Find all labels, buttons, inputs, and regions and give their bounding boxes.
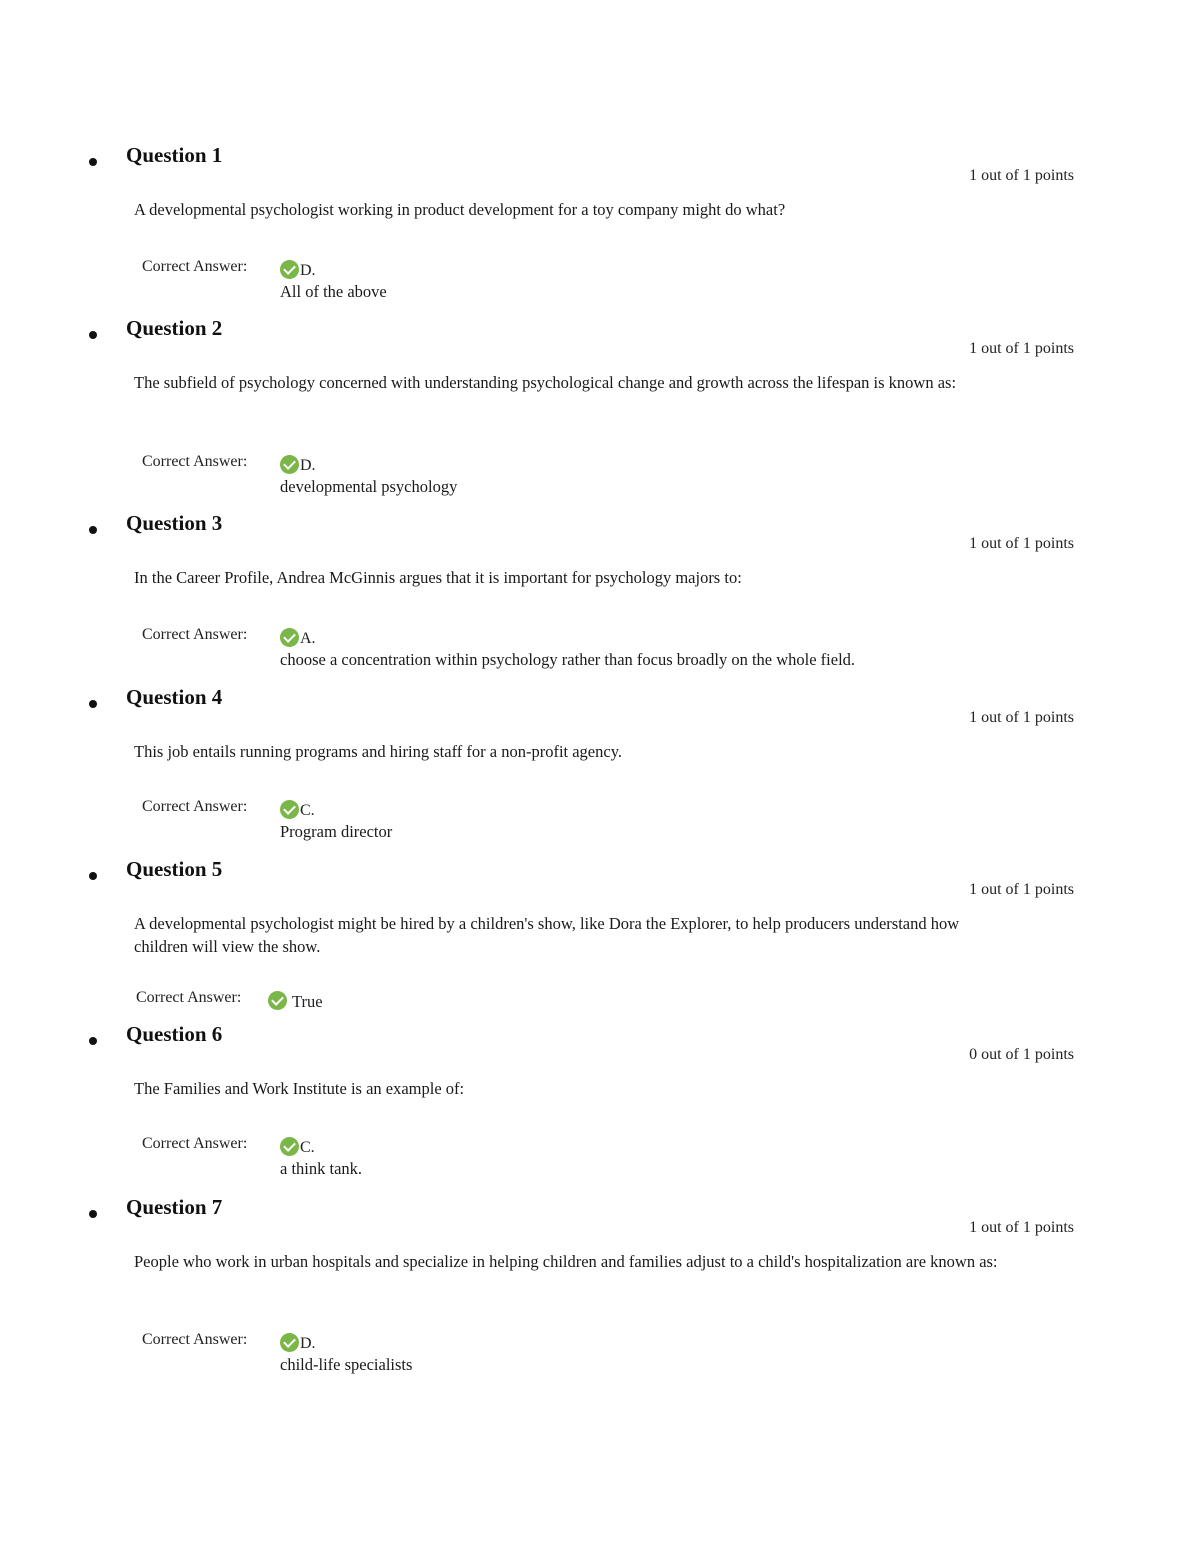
question-points: 1 out of 1 points (969, 1219, 1074, 1236)
correct-answer-body (280, 798, 392, 843)
correct-answer-body (280, 1135, 362, 1180)
answer-letter: D. (300, 262, 316, 279)
correct-answer-label: Correct Answer: (136, 989, 242, 1006)
correct-answer-label: Correct Answer: (142, 1135, 248, 1152)
correct-answer-body (268, 989, 323, 1011)
question-text: The subfield of psychology concerned with understanding psychological change and growth across the lifespan is known as: (134, 373, 957, 392)
correct-answer-label: Correct Answer: (142, 453, 248, 470)
answer-letter: C. (300, 1139, 315, 1156)
question-text: This job entails running programs and hiring staff for a non-profit agency. (134, 742, 623, 761)
correct-answer-label: Correct Answer: (142, 1331, 248, 1348)
question-title: Question 5 (126, 857, 223, 881)
bullet (89, 700, 97, 708)
check-circle-icon (280, 800, 299, 819)
correct-answer-label: Correct Answer: (142, 626, 248, 643)
answer-letter: D. (300, 457, 316, 474)
question-points: 1 out of 1 points (969, 881, 1074, 898)
bullet (89, 1037, 97, 1045)
correct-answer-label: Correct Answer: (142, 798, 248, 815)
check-circle-icon (280, 455, 299, 474)
question-points: 1 out of 1 points (969, 709, 1074, 726)
question-text: A developmental psychologist working in product development for a toy company might do what? (134, 200, 786, 219)
correct-answer-body (280, 453, 457, 498)
check-circle-icon (280, 1137, 299, 1156)
answer-text: choose a concentration within psychology rather than focus broadly on the whole field. (280, 650, 856, 669)
question-text: In the Career Profile, Andrea McGinnis argues that it is important for psychology majors to: (134, 568, 742, 587)
check-circle-icon (280, 1333, 299, 1352)
answer-text: child-life specialists (280, 1355, 413, 1374)
question-text: The Families and Work Institute is an example of: (134, 1079, 465, 1098)
question-points: 0 out of 1 points (969, 1046, 1074, 1063)
question-title: Question 1 (126, 143, 223, 167)
bullet (89, 872, 97, 880)
bullet (89, 331, 97, 339)
bullet (89, 526, 97, 534)
answer-value: True (292, 992, 323, 1011)
question-title: Question 4 (126, 685, 223, 709)
bullet (89, 1210, 97, 1218)
answer-text: All of the above (280, 282, 387, 301)
question-points: 1 out of 1 points (969, 167, 1074, 184)
check-circle-icon (280, 260, 299, 279)
bullet (89, 158, 97, 166)
question-title: Question 3 (126, 511, 223, 535)
answer-text: Program director (280, 822, 393, 841)
correct-answer-body (280, 258, 387, 303)
question-title: Question 6 (126, 1022, 223, 1046)
answer-text: a think tank. (280, 1159, 363, 1178)
question-points: 1 out of 1 points (969, 340, 1074, 357)
question-text: A developmental psychologist might be hired by a children's show, like Dora the Explorer, to help producers understand how children will view the show. (134, 914, 960, 956)
answer-letter: D. (300, 1335, 316, 1352)
answer-letter: A. (300, 630, 316, 647)
correct-answer-body (280, 626, 855, 671)
question-title: Question 2 (126, 316, 223, 340)
check-circle-icon (280, 628, 299, 647)
answer-letter: C. (300, 802, 315, 819)
correct-answer-label: Correct Answer: (142, 258, 248, 275)
correct-answer-body (280, 1331, 412, 1376)
question-text: People who work in urban hospitals and specialize in helping children and families adjust to a child's hospitalization are known as: (134, 1252, 998, 1271)
question-points: 1 out of 1 points (969, 535, 1074, 552)
answer-text: developmental psychology (280, 477, 458, 496)
question-title: Question 7 (126, 1195, 223, 1219)
check-circle-icon (268, 991, 287, 1010)
